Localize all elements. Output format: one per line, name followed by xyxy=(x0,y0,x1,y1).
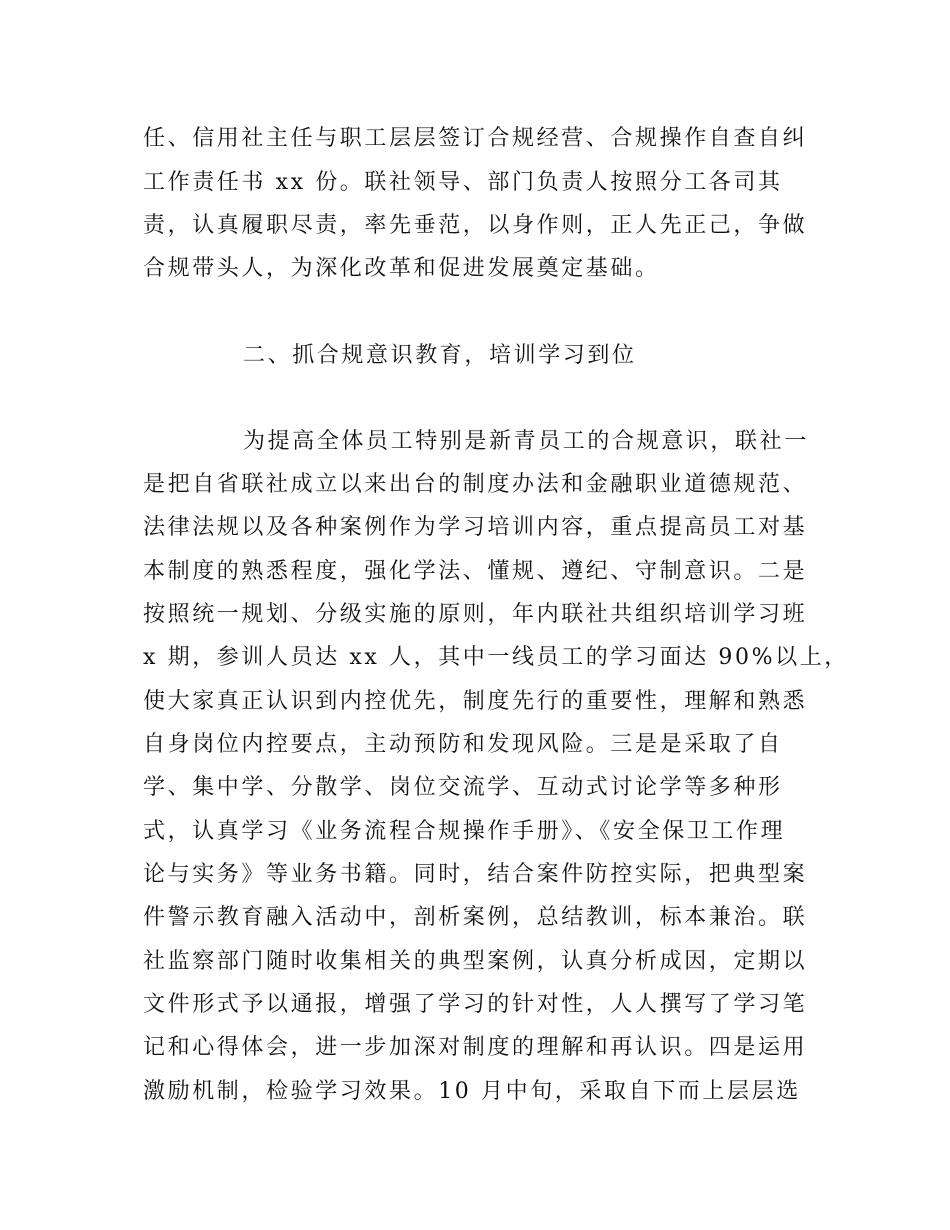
paragraph-2-line-11: 论与实务》等业务书籍。同时，结合案件防控实际，把典型案 xyxy=(143,862,808,887)
paragraph-2-line-16: 激励机制，检验学习效果。10 月中旬，采取自下而上层层选 xyxy=(143,1079,801,1104)
paragraph-2-line-9: 学、集中学、分散学、岗位交流学、互动式讨论学等多种形 xyxy=(143,775,783,800)
paragraph-1-line-1: 任、信用社主任与职工层层签订合规经营、合规操作自查自纠 xyxy=(143,126,808,151)
paragraph-2-line-1: 为提高全体员工特别是新青员工的合规意识，联社一 xyxy=(243,429,809,454)
paragraph-2-line-15: 记和心得体会，进一步加深对制度的理解和再认识。四是运用 xyxy=(143,1035,808,1060)
paragraph-2-line-4: 本制度的熟悉程度，强化学法、懂规、遵纪、守制意识。二是 xyxy=(143,559,808,584)
paragraph-2-line-13: 社监察部门随时收集相关的典型案例，认真分析成因，定期以 xyxy=(143,949,808,974)
paragraph-1-line-3: 责，认真履职尽责，率先垂范，以身作则，正人先正己，争做 xyxy=(143,213,808,238)
paragraph-1-line-2: 工作责任书 xx 份。联社领导、部门负责人按照分工各司其 xyxy=(143,170,783,195)
paragraph-2-line-12: 件警示教育融入活动中，剖析案例，总结教训，标本兼治。联 xyxy=(143,905,808,930)
paragraph-2-line-6: x 期，参训人员达 xx 人，其中一线员工的学习面达 90%以上， xyxy=(143,645,849,670)
paragraph-2-line-7: 使大家真正认识到内控优先，制度先行的重要性，理解和熟悉 xyxy=(143,689,808,714)
paragraph-2-line-10: 式，认真学习《业务流程合规操作手册》、《安全保卫工作理 xyxy=(143,819,786,844)
paragraph-1-line-4: 合规带头人，为深化改革和促进发展奠定基础。 xyxy=(143,256,660,281)
paragraph-2-line-8: 自身岗位内控要点，主动预防和发现风险。三是是采取了自 xyxy=(143,732,783,757)
section-heading: 二、抓合规意识教育，培训学习到位 xyxy=(243,343,637,368)
paragraph-2-line-14: 文件形式予以通报，增强了学习的针对性，人人撰写了学习笔 xyxy=(143,992,808,1017)
paragraph-2-line-5: 按照统一规划、分级实施的原则，年内联社共组织培训学习班 xyxy=(143,602,808,627)
paragraph-2-line-3: 法律法规以及各种案例作为学习培训内容，重点提高员工对基 xyxy=(143,515,808,540)
paragraph-2-line-2: 是把自省联社成立以来出台的制度办法和金融职业道德规范、 xyxy=(143,472,808,497)
